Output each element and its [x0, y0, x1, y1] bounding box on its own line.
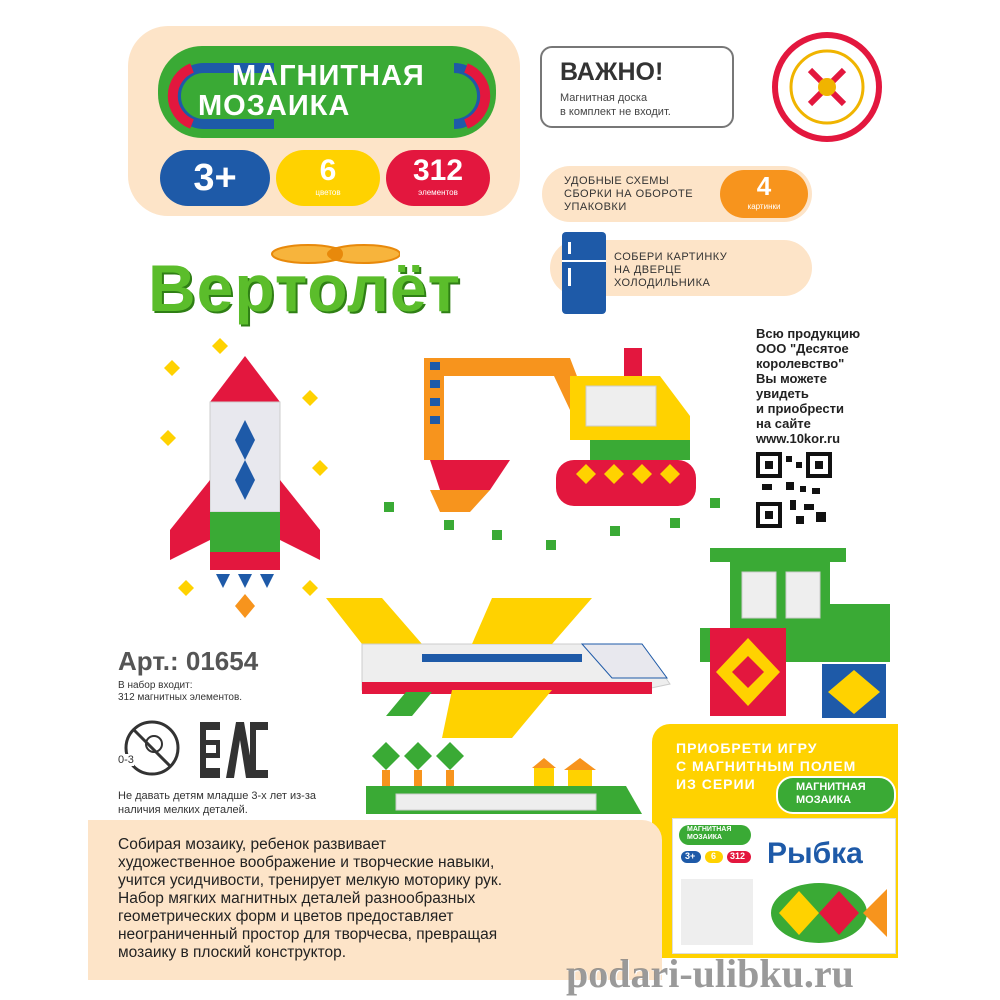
important-line1: Магнитная доска — [560, 92, 648, 104]
feature-schemes-line1: УДОБНЫЕ СХЕМЫ — [564, 175, 670, 187]
promo-badge-line1: МАГНИТНАЯ — [796, 781, 866, 793]
info-text — [756, 326, 860, 446]
promo-line2: С МАГНИТНЫМ ПОЛЕМ — [676, 758, 857, 774]
pictures-value: 4 — [756, 171, 772, 201]
description-line6: неограниченный простор для творчесва, превращая — [118, 926, 498, 943]
promo-box-age: 3+ — [685, 851, 696, 861]
brand-title-line2: МОЗАИКА — [198, 90, 351, 122]
info-line1: Всю продукцию — [756, 326, 861, 341]
age-value: 3+ — [193, 157, 237, 199]
info-line6: и приобрести — [756, 401, 844, 416]
promo-line1: ПРИОБРЕТИ ИГРУ — [676, 740, 818, 756]
brand-title-line1: МАГНИТНАЯ — [232, 60, 425, 92]
warning-line1: Не давать детям младше 3-х лет из-за — [118, 790, 316, 802]
rocket-mosaic — [150, 330, 340, 620]
promo-box-brand-2: МОЗАИКА — [687, 834, 723, 841]
description-line5: геометрических форм и цветов предоставляет — [118, 908, 454, 925]
important-title: ВАЖНО! — [560, 58, 664, 86]
colors-value: 6 — [319, 154, 337, 187]
age-warning-icon — [114, 718, 184, 782]
eac-mark — [196, 718, 272, 782]
excavator-mosaic — [380, 340, 720, 570]
fridge-line3: ХОЛОДИЛЬНИКА — [614, 277, 711, 289]
contents-line2: 312 магнитных элементов. — [118, 692, 243, 703]
promo-badge-line2: МОЗАИКА — [796, 794, 852, 806]
description-line3: учится усидчивости, тренирует мелкую моторику рук. — [118, 872, 503, 889]
info-line7: на сайте — [756, 416, 811, 431]
contents-line1: В набор входит: — [118, 680, 193, 691]
promo-box-elements: 312 — [730, 851, 746, 861]
important-box — [540, 46, 734, 128]
info-url: www.10kor.ru — [756, 431, 841, 446]
info-line3: королевство" — [756, 356, 845, 371]
promo-box-image — [672, 818, 896, 954]
qr-code — [756, 452, 832, 528]
promo-box-brand-1: МАГНИТНАЯ — [687, 826, 732, 833]
info-line5: увидеть — [756, 386, 809, 401]
promo-box-colors: 6 — [711, 851, 717, 861]
feature-schemes-line3: УПАКОВКИ — [564, 201, 627, 213]
landscape-mosaic — [366, 738, 646, 818]
info-line4: Вы можете — [756, 371, 828, 386]
important-line2: в комплект не входит. — [560, 106, 671, 118]
fridge-icon — [562, 232, 606, 314]
promo-brand-badge — [776, 776, 896, 814]
elements-value: 312 — [412, 154, 464, 187]
description-line1: Собирая мозаику, ребенок развивает — [118, 836, 387, 853]
age-badge — [160, 150, 270, 206]
elements-badge — [386, 150, 490, 206]
tractor-mosaic — [694, 544, 900, 724]
colors-badge — [276, 150, 380, 206]
colors-label: цветов — [315, 188, 341, 197]
promo-box-title: Рыбка — [767, 837, 863, 870]
airplane-mosaic — [322, 592, 674, 742]
fridge-line1: СОБЕРИ КАРТИНКУ — [614, 251, 728, 263]
fridge-line2: НА ДВЕРЦЕ — [614, 264, 682, 276]
description-text — [118, 836, 502, 962]
pictures-label: картинки — [747, 202, 781, 211]
elements-label: элементов — [418, 188, 458, 197]
age-warning-label: 0-3 — [118, 754, 134, 766]
info-line2: ООО "Десятое — [756, 341, 849, 356]
description-line2: художественное воображение и творческие навыки, — [118, 854, 495, 871]
description-line7: мозаику в плоский конструктор. — [118, 944, 347, 961]
watermark: podari-ulibku.ru — [566, 951, 854, 996]
pictures-badge — [720, 170, 808, 218]
article-number: Арт.: 01654 — [118, 646, 259, 676]
eac-text — [196, 718, 197, 719]
feature-schemes-line2: СБОРКИ НА ОБОРОТЕ — [564, 188, 694, 200]
warning-line2: наличия мелких деталей. — [118, 804, 248, 816]
maker-logo — [770, 30, 884, 144]
product-title: Вертолёт — [148, 251, 461, 325]
promo-line3: ИЗ СЕРИИ — [676, 776, 756, 792]
description-line4: Набор мягких магнитных деталей разнообразных — [118, 890, 476, 907]
feature-schemes — [542, 166, 812, 222]
